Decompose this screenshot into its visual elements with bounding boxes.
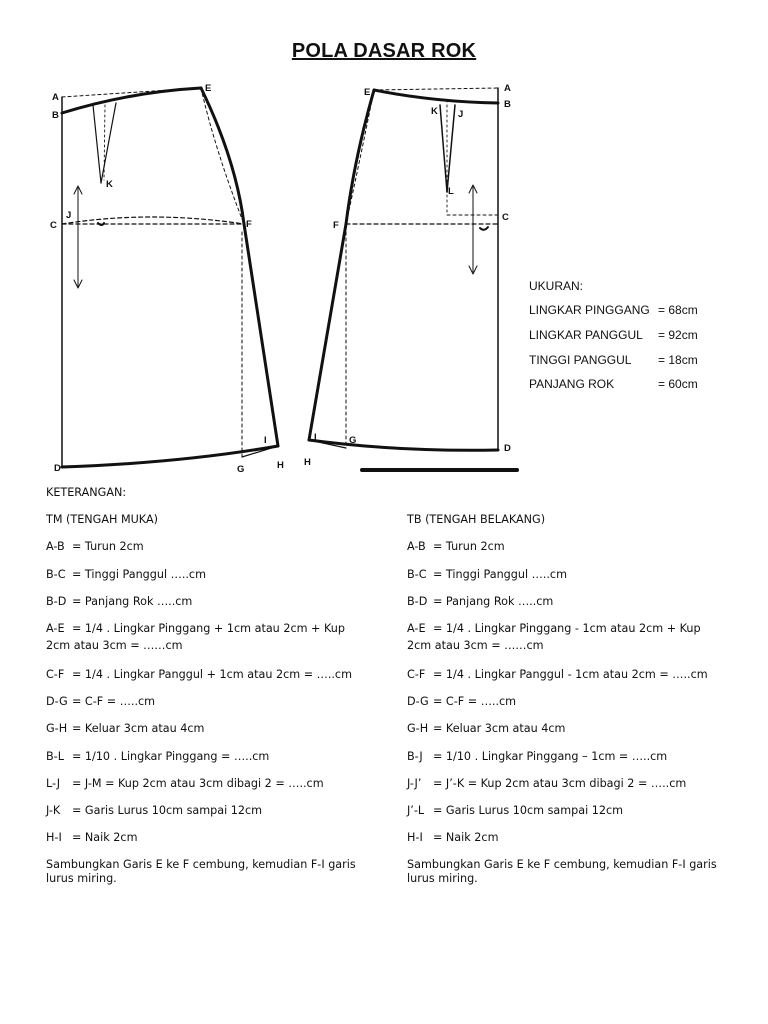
tm-row-desc: = 1/4 . Lingkar Pinggang + 1cm atau 2cm + Kup — [72, 622, 345, 635]
tb-row-code: A-E — [407, 622, 426, 635]
tm-row-desc: = Tinggi Panggul …..cm — [72, 568, 206, 581]
point-label: I — [264, 435, 267, 446]
point-label: J — [66, 210, 72, 221]
tm-row-desc: = 1/4 . Lingkar Panggul + 1cm atau 2cm = …..cm — [72, 668, 352, 681]
point-label: C — [50, 220, 57, 231]
point-label: A — [52, 92, 59, 103]
tm-title: TM (TENGAH MUKA) — [46, 513, 158, 526]
tb-row-desc: = Keluar 3cm atau 4cm — [433, 722, 566, 735]
page-title: POLA DASAR ROK — [291, 40, 477, 62]
point-label: I — [314, 432, 317, 443]
point-label: C — [502, 212, 509, 223]
measurement-label: LINGKAR PANGGUL — [529, 328, 643, 342]
tm-row-desc: = C-F = …..cm — [72, 695, 156, 708]
tm-row-desc: = 1/10 . Lingkar Pinggang = …..cm — [72, 750, 270, 763]
tm-row-code: B-L — [46, 750, 64, 763]
point-label: H — [304, 457, 311, 468]
tm-row-code: L-J — [46, 777, 60, 790]
measurements-heading: UKURAN: — [529, 279, 584, 293]
measurement-label: PANJANG ROK — [529, 377, 615, 391]
tb-row-desc: = Panjang Rok …..cm — [433, 595, 554, 608]
pattern-diagram — [0, 0, 768, 480]
tm-row-desc: = Turun 2cm — [72, 540, 144, 553]
measurement-value: = 60cm — [658, 377, 698, 391]
tm-row-code: A-B — [46, 540, 65, 553]
point-label: K — [431, 106, 438, 117]
point-label: F — [246, 219, 252, 230]
tb-row-desc: = 1/4 . Lingkar Panggul - 1cm atau 2cm = …..cm — [433, 668, 708, 681]
point-label: H — [277, 460, 284, 471]
point-label: G — [349, 435, 357, 446]
tm-row-code: H-I — [46, 831, 62, 844]
keterangan-heading: KETERANGAN: — [46, 486, 127, 499]
tb-row-code: B-C — [407, 568, 427, 581]
tm-row-code: B-C — [46, 568, 66, 581]
point-label: J — [458, 109, 464, 120]
point-label: E — [205, 83, 212, 94]
tm-row-code: C-F — [46, 668, 65, 681]
measurement-label: TINGGI PANGGUL — [529, 353, 632, 367]
tb-row-desc: = C-F = …..cm — [433, 695, 517, 708]
point-label: G — [237, 464, 245, 475]
tb-row-code: C-F — [407, 668, 426, 681]
tm-row-code: D-G — [46, 695, 68, 708]
tb-row-code: H-I — [407, 831, 423, 844]
tb-row-desc: = Garis Lurus 10cm sampai 12cm — [433, 804, 624, 817]
tm-row-desc: = J-M = Kup 2cm atau 3cm dibagi 2 = …..cm — [72, 777, 324, 790]
tb-title: TB (TENGAH BELAKANG) — [407, 513, 546, 526]
tm-row-desc-cont: 2cm atau 3cm = ……cm — [46, 639, 183, 652]
measurement-label: LINGKAR PINGGANG — [529, 303, 650, 317]
point-label: D — [504, 443, 511, 454]
tb-row-code: D-G — [407, 695, 429, 708]
tm-row-desc: = Panjang Rok …..cm — [72, 595, 193, 608]
tb-note: Sambungkan Garis E ke F cembung, kemudian F-I garis lurus miring. — [407, 858, 717, 885]
tb-row-desc: = 1/4 . Lingkar Pinggang - 1cm atau 2cm + Kup — [433, 622, 701, 635]
measurement-value: = 92cm — [658, 328, 698, 342]
tm-row-desc: = Garis Lurus 10cm sampai 12cm — [72, 804, 263, 817]
front-pattern-piece — [62, 88, 278, 467]
tm-row-desc: = Keluar 3cm atau 4cm — [72, 722, 205, 735]
tm-row-desc: = Naik 2cm — [72, 831, 138, 844]
tm-note: Sambungkan Garis E ke F cembung, kemudian F-I garis lurus miring. — [46, 858, 356, 885]
tb-row-desc: = Turun 2cm — [433, 540, 505, 553]
measurement-value: = 68cm — [658, 303, 698, 317]
point-label: A — [504, 83, 511, 94]
tm-row-code: J-K — [46, 804, 61, 817]
measurement-value: = 18cm — [658, 353, 698, 367]
point-label: D — [54, 463, 61, 474]
tb-row-code: B-D — [407, 595, 428, 608]
tb-row-code: J-J’ — [407, 777, 422, 790]
point-label: B — [52, 110, 59, 121]
point-label: E — [364, 87, 371, 98]
point-label: L — [448, 186, 454, 197]
tb-column — [407, 513, 747, 898]
tm-row-code: G-H — [46, 722, 68, 735]
tm-column — [46, 513, 386, 898]
point-label: K — [106, 179, 113, 190]
tb-row-desc-cont: 2cm atau 3cm = ……cm — [407, 639, 544, 652]
tm-row-code: A-E — [46, 622, 65, 635]
tb-row-code: G-H — [407, 722, 429, 735]
tb-row-desc: = Tinggi Panggul …..cm — [433, 568, 567, 581]
tm-row-code: B-D — [46, 595, 67, 608]
tb-row-code: A-B — [407, 540, 426, 553]
tb-row-desc: = J’-K = Kup 2cm atau 3cm dibagi 2 = …..cm — [433, 777, 687, 790]
point-label: B — [504, 99, 511, 110]
point-label: F — [333, 220, 339, 231]
tb-row-code: J’-L — [407, 804, 425, 817]
tb-row-desc: = 1/10 . Lingkar Pinggang – 1cm = …..cm — [433, 750, 668, 763]
back-pattern-piece — [309, 88, 498, 450]
tb-row-code: B-J — [407, 750, 423, 763]
tb-row-desc: = Naik 2cm — [433, 831, 499, 844]
